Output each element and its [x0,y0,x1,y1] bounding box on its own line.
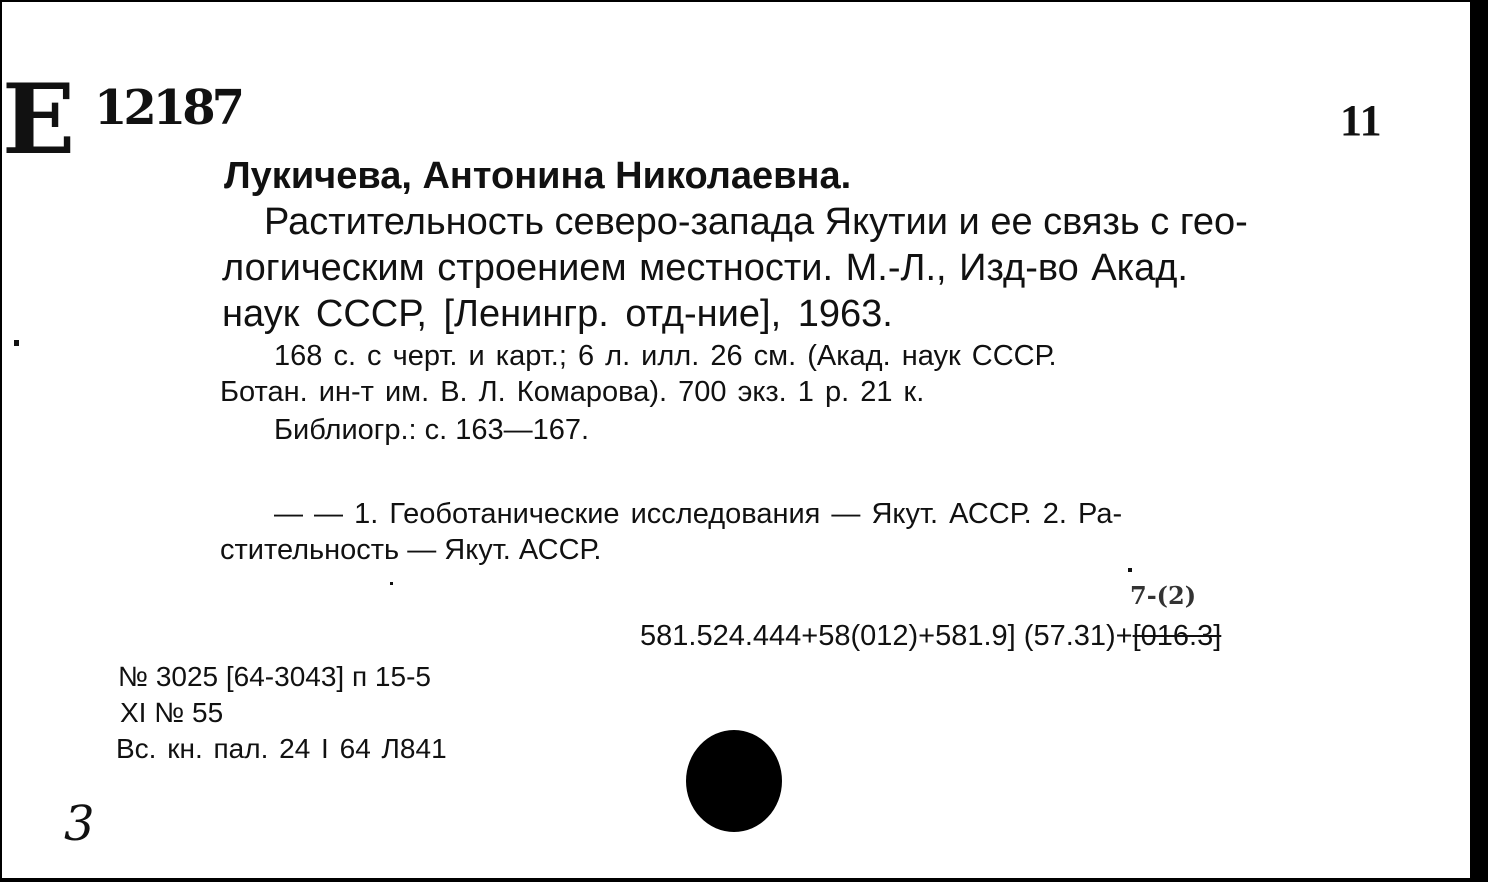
title-line-2: логическим строением местности. М.-Л., Изд-во Акад. [222,247,1188,289]
card-edge [1470,0,1488,882]
title-line-3: наук СССР, [Ленингр. отд-ние], 1963. [222,293,893,335]
bibliography-note: Библиогр.: с. 163—167. [274,414,590,446]
classification-number [640,618,1221,654]
description-line-2: Ботан. ин-т им. В. Л. Комарова). 700 экз. 1 р. 21 к. [220,376,925,408]
speck [1128,568,1132,572]
shelfmark-letter: Е [2,63,76,176]
classification-annotation: 7-(2) [1130,581,1197,610]
handwritten-mark: 3 [64,796,95,852]
punch-hole [686,730,782,832]
subject-line-1: — — 1. Геоботанические исследования — Якут. АССР. 2. Ра- [274,498,1123,530]
description-line-1: 168 с. с черт. и карт.; 6 л. илл. 26 см. (Акад. наук СССР. [274,340,1057,372]
catalog-card [2,2,1470,878]
shelfmark-number: 12187 [94,80,241,136]
speck [14,340,19,346]
subject-line-2: стительность — Якут. АССР. [220,534,602,566]
author-heading: Лукичева, Антонина Николаевна. [224,155,852,197]
footer-line-2: XI № 55 [120,697,224,728]
classification-main: 581.524.444+58(012)+581.9] (57.31)+ [640,620,1133,652]
speck [390,582,393,585]
title-line-1: Растительность северо-запада Якутии и ее связь с гео- [264,201,1248,243]
card-number: 11 [1340,96,1382,145]
footer-line-1: № 3025 [64-3043] п 15-5 [118,661,431,692]
footer-line-3: Вс. кн. пал. 24 I 64 Л841 [116,733,447,764]
classification-struck: [016.3] [1132,620,1222,652]
